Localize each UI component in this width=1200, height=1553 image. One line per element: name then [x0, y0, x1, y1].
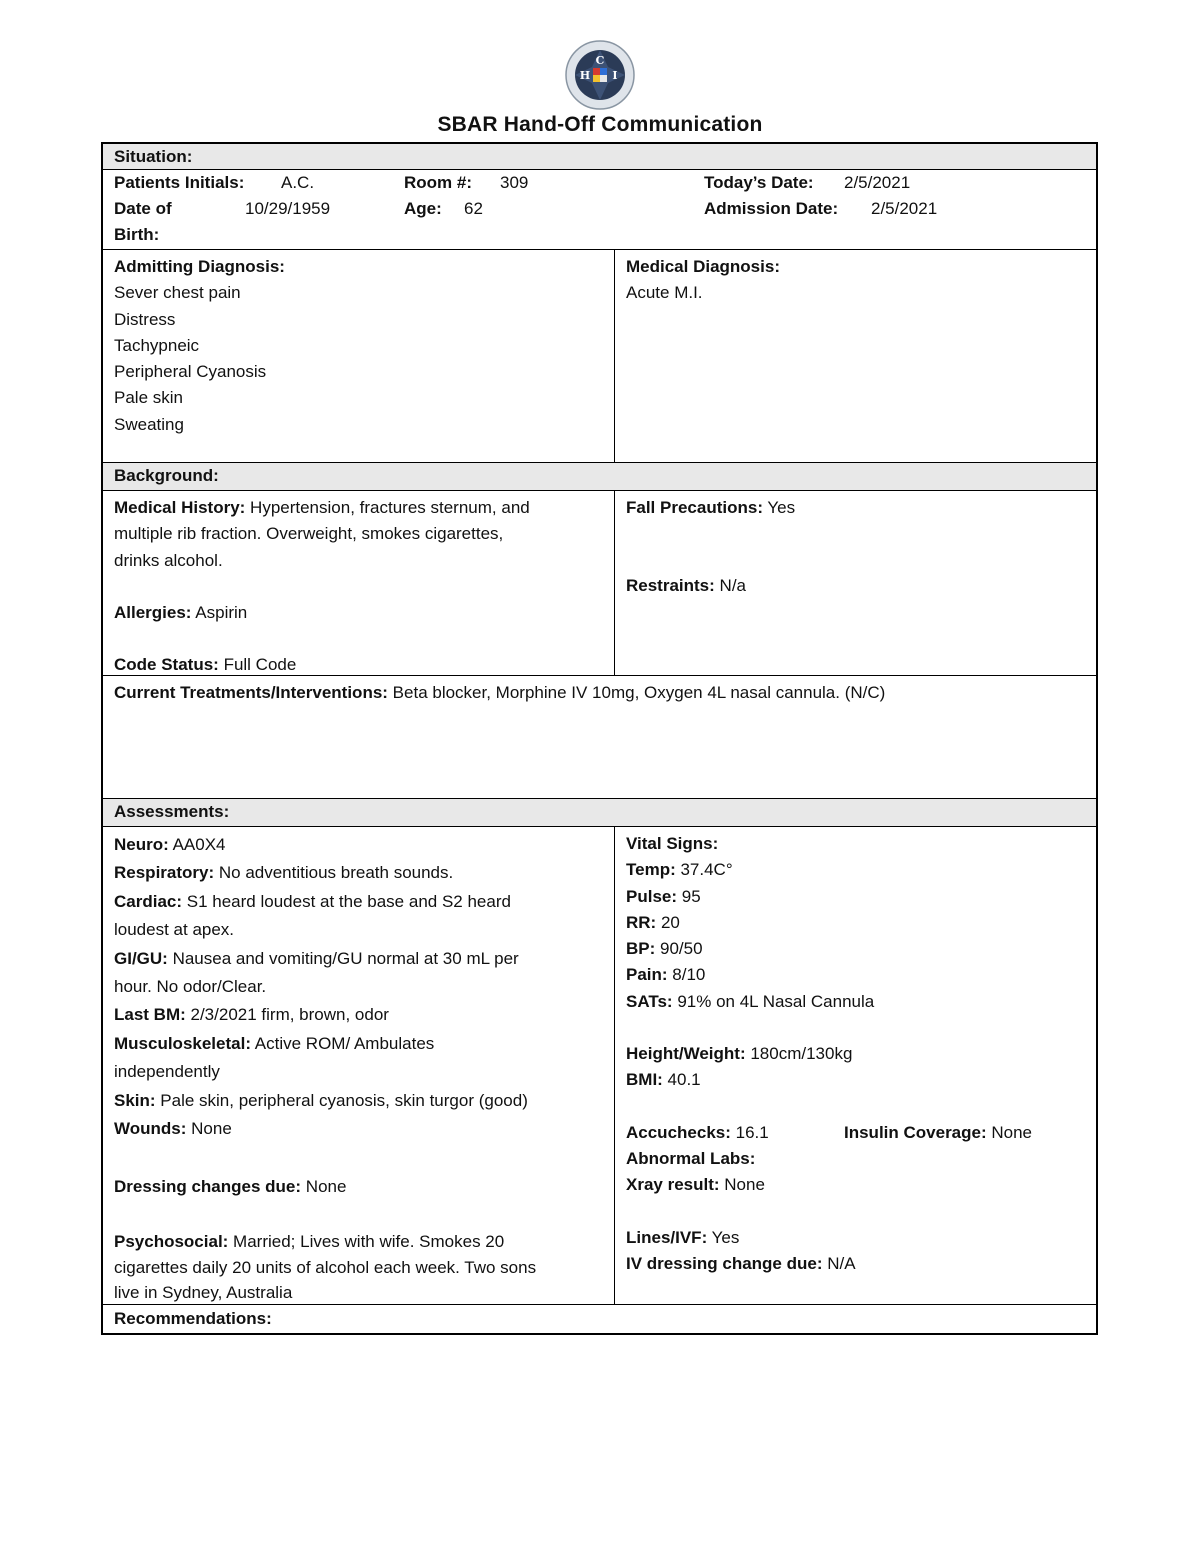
logo-letter-i: I: [612, 69, 618, 82]
history-cell: [103, 491, 615, 675]
dob-label-line2: Birth:: [114, 225, 160, 244]
todays-date-value: 2/5/2021: [844, 173, 911, 192]
psychosocial-value: Married; Lives with wife. Smokes 20: [228, 1231, 505, 1251]
dressing-changes-label: Dressing changes due:: [114, 1177, 302, 1197]
background-row: [103, 491, 1096, 676]
xray-result-value: None: [719, 1175, 765, 1195]
medical-history-value: Hypertension, fractures sternum, and: [245, 498, 530, 517]
situation-header: Situation:: [103, 144, 1096, 170]
skin-label: Skin:: [114, 1090, 156, 1110]
height-weight-value: 180cm/130kg: [745, 1044, 853, 1064]
situation-block: [103, 170, 1096, 250]
pulse-label: Pulse:: [626, 886, 678, 906]
accuchecks-label: Accuchecks:: [626, 1122, 731, 1142]
cardiac-value-line2: loudest at apex.: [114, 920, 235, 940]
logo-letter-h: H: [579, 69, 591, 82]
vital-signs-cell: [615, 827, 1096, 1304]
medical-diagnosis-label: Medical Diagnosis:: [626, 257, 780, 276]
musculoskeletal-label: Musculoskeletal:: [114, 1033, 251, 1053]
insulin-coverage-value: None: [986, 1122, 1033, 1142]
wounds-value: None: [186, 1119, 232, 1139]
recommendations-header: Recommendations:: [114, 1309, 272, 1328]
admitting-item: Peripheral Cyanosis: [114, 362, 267, 382]
psychosocial-label: Psychosocial:: [114, 1231, 229, 1251]
neuro-label: Neuro:: [114, 835, 169, 854]
sbar-form: [101, 142, 1098, 1335]
gigu-label: GI/GU:: [114, 948, 168, 968]
accuchecks-value: 16.1: [730, 1122, 769, 1142]
hci-logo: [563, 38, 637, 112]
age-value: 62: [464, 199, 483, 218]
wounds-label: Wounds:: [114, 1119, 187, 1139]
rr-value: 20: [656, 912, 680, 932]
abnormal-labs-label: Abnormal Labs:: [626, 1148, 756, 1168]
diagnosis-row: [103, 250, 1096, 463]
fall-precautions-label: Fall Precautions:: [626, 498, 763, 517]
vital-signs-label: Vital Signs:: [626, 834, 719, 853]
patient-initials-label: Patients Initials:: [114, 173, 245, 192]
medical-history-line3: drinks alcohol.: [114, 550, 223, 570]
allergies-label: Allergies:: [114, 602, 192, 622]
psychosocial-value-line2: cigarettes daily 20 units of alcohol each week. Two sons: [114, 1257, 537, 1277]
last-bm-value: 2/3/2021 firm, brown, odor: [185, 1005, 389, 1025]
treatments-row: [103, 676, 1096, 799]
admission-date-label: Admission Date:: [704, 199, 839, 218]
allergies-value: Aspirin: [191, 602, 248, 622]
logo-letter-c: C: [595, 54, 605, 67]
iv-dressing-value: N/A: [822, 1253, 856, 1273]
medical-history-line2: multiple rib fraction. Overweight, smokes cigarettes,: [114, 524, 504, 544]
medical-diagnosis-cell: [615, 250, 1096, 462]
admission-date-value: 2/5/2021: [871, 199, 938, 218]
restraints-label: Restraints:: [626, 576, 715, 596]
bmi-value: 40.1: [662, 1070, 701, 1090]
treatments-cell: [103, 676, 1096, 798]
code-status-value: Full Code: [218, 655, 297, 675]
skin-value: Pale skin, peripheral cyanosis, skin turgor (good): [155, 1090, 528, 1110]
bp-value: 90/50: [655, 939, 703, 959]
age-label: Age:: [404, 199, 442, 218]
pulse-value: 95: [677, 886, 701, 906]
background-header: Background:: [103, 463, 1096, 491]
admitting-item: Distress: [114, 309, 176, 329]
iv-dressing-label: IV dressing change due:: [626, 1253, 823, 1273]
admitting-diagnosis-cell: [103, 250, 615, 462]
sats-value: 91% on 4L Nasal Cannula: [672, 991, 875, 1011]
dob-label-line1: Date of: [114, 199, 172, 218]
assessments-header: Assessments:: [103, 799, 1096, 827]
height-weight-label: Height/Weight:: [626, 1044, 746, 1064]
sats-label: SATs:: [626, 991, 673, 1011]
code-status-label: Code Status:: [114, 655, 219, 675]
insulin-coverage-label: Insulin Coverage:: [844, 1122, 987, 1142]
xray-result-label: Xray result:: [626, 1175, 720, 1195]
medical-history-label: Medical History:: [114, 498, 246, 517]
treatments-value: Beta blocker, Morphine IV 10mg, Oxygen 4L nasal cannula. (N/C): [387, 683, 886, 702]
room-label: Room #:: [404, 173, 472, 192]
cardiac-label: Cardiac:: [114, 891, 183, 911]
musculoskeletal-value: Active ROM/ Ambulates: [251, 1033, 435, 1053]
gigu-value: Nausea and vomiting/GU normal at 30 mL per: [167, 948, 519, 968]
pain-label: Pain:: [626, 965, 668, 985]
last-bm-label: Last BM:: [114, 1005, 186, 1025]
treatments-label: Current Treatments/Interventions:: [114, 683, 388, 702]
admitting-item: Sever chest pain: [114, 283, 241, 303]
systems-assessment-cell: [103, 827, 615, 1304]
bp-label: BP:: [626, 939, 656, 959]
lines-ivf-label: Lines/IVF:: [626, 1227, 708, 1247]
psychosocial-value-line3: live in Sydney, Australia: [114, 1282, 293, 1302]
neuro-value: AA0X4: [168, 835, 226, 854]
precautions-cell: [615, 491, 1096, 675]
admitting-diagnosis-label: Admitting Diagnosis:: [114, 257, 285, 276]
temp-value: 37.4C°: [675, 860, 733, 880]
admitting-item: Pale skin: [114, 388, 183, 408]
todays-date-label: Today’s Date:: [704, 173, 814, 192]
lines-ivf-value: Yes: [707, 1227, 740, 1247]
temp-label: Temp:: [626, 860, 676, 880]
pain-value: 8/10: [667, 965, 706, 985]
restraints-value: N/a: [714, 576, 746, 596]
room-value: 309: [500, 173, 529, 192]
medical-diagnosis-value: Acute M.I.: [626, 283, 703, 303]
dob-value: 10/29/1959: [245, 199, 331, 218]
gigu-value-line2: hour. No odor/Clear.: [114, 977, 267, 997]
respiratory-label: Respiratory:: [114, 863, 215, 883]
dressing-changes-value: None: [301, 1177, 347, 1197]
document-title: SBAR Hand-Off Communication: [437, 113, 763, 136]
patient-initials-value: A.C.: [281, 173, 315, 192]
bmi-label: BMI:: [626, 1070, 663, 1090]
admitting-item: Sweating: [114, 414, 184, 434]
rr-label: RR:: [626, 912, 657, 932]
respiratory-value: No adventitious breath sounds.: [214, 863, 454, 883]
fall-precautions-value: Yes: [762, 498, 796, 517]
cardiac-value: S1 heard loudest at the base and S2 heard: [182, 891, 511, 911]
musculoskeletal-value-line2: independently: [114, 1062, 220, 1082]
admitting-item: Tachypneic: [114, 335, 200, 355]
assessments-row: [103, 827, 1096, 1305]
